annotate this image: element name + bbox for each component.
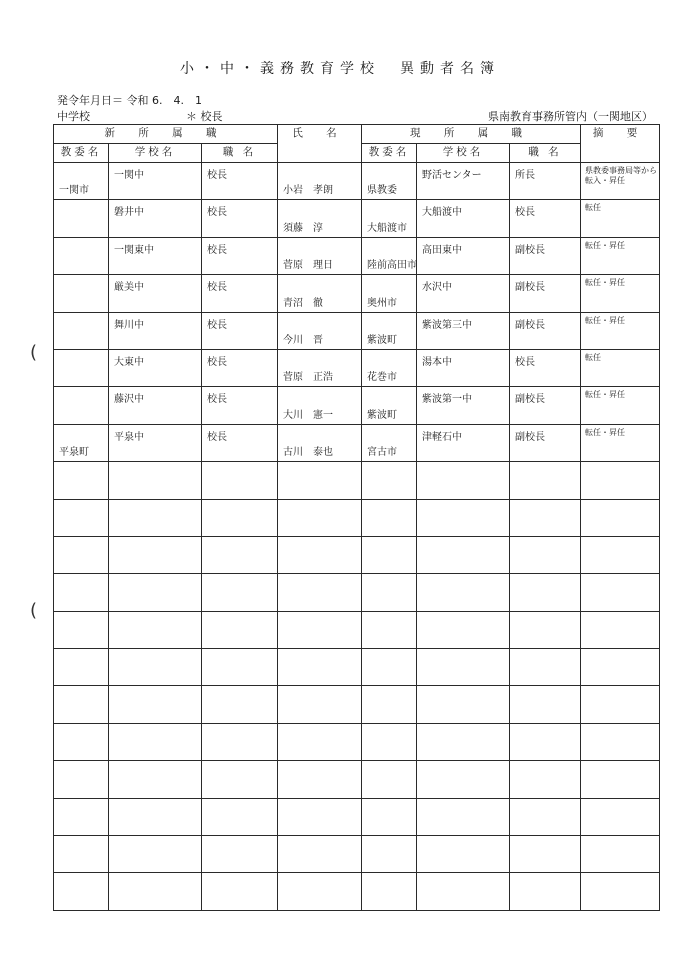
empty-cell (581, 611, 660, 648)
empty-cell (581, 836, 660, 873)
empty-cell (54, 798, 109, 835)
new-board-text: 一関市 (59, 185, 89, 197)
header-new-school: 学校名 (109, 144, 202, 163)
empty-table-row (54, 798, 660, 835)
header-name: 氏 名 (278, 125, 362, 163)
cur-board-text: 宮古市 (367, 447, 398, 459)
empty-cell (109, 649, 202, 686)
cur-position-text: 校長 (515, 356, 536, 368)
table-row (54, 200, 660, 237)
empty-cell (362, 836, 417, 873)
remarks-text: 転任・昇任 (585, 315, 626, 325)
cur-position-cell (510, 200, 581, 237)
empty-cell (278, 649, 362, 686)
new-school-text: 大東中 (114, 356, 144, 368)
empty-cell (202, 761, 278, 798)
cur-board-text: 奥州市 (367, 297, 398, 309)
new-school-cell (109, 275, 202, 312)
document-title: 小・中・義務教育学校 異動者名簿 (180, 61, 500, 77)
table-row (54, 387, 660, 424)
empty-table-row (54, 574, 660, 611)
empty-cell (581, 873, 660, 910)
cur-board-cell (362, 237, 417, 274)
empty-cell (202, 574, 278, 611)
empty-cell (581, 798, 660, 835)
new-school-cell (109, 349, 202, 386)
empty-cell (54, 499, 109, 536)
empty-cell (278, 611, 362, 648)
name-text: 菅原 正浩 (283, 372, 334, 384)
table-row (54, 237, 660, 274)
new-school-text: 厳美中 (114, 282, 144, 294)
empty-table-row (54, 836, 660, 873)
empty-cell (417, 649, 510, 686)
new-board-cell (54, 237, 109, 274)
name-cell (278, 387, 362, 424)
empty-cell (54, 574, 109, 611)
new-board-cell (54, 349, 109, 386)
empty-cell (109, 761, 202, 798)
header-new-position: 職 名 (202, 144, 278, 163)
empty-cell (202, 686, 278, 723)
table-row (54, 312, 660, 349)
cur-position-text: 副校長 (515, 319, 546, 331)
new-position-cell (202, 200, 278, 237)
empty-cell (510, 649, 581, 686)
name-cell (278, 200, 362, 237)
remarks-cell (581, 275, 660, 312)
cur-board-cell (362, 424, 417, 461)
empty-cell (510, 536, 581, 573)
name-text: 小岩 孝朗 (283, 185, 334, 197)
empty-cell (109, 798, 202, 835)
new-school-text: 平泉中 (114, 431, 144, 443)
cur-position-text: 副校長 (515, 244, 546, 256)
name-cell (278, 424, 362, 461)
cur-position-cell (510, 237, 581, 274)
empty-cell (109, 723, 202, 760)
cur-board-cell (362, 312, 417, 349)
cur-position-text: 所長 (515, 170, 536, 181)
cur-board-text: 県教委 (367, 185, 398, 197)
name-cell (278, 349, 362, 386)
empty-cell (202, 649, 278, 686)
new-school-text: 藤沢中 (114, 394, 144, 406)
new-position-cell (202, 349, 278, 386)
cur-school-cell (417, 163, 510, 200)
new-board-cell (54, 200, 109, 237)
empty-cell (581, 649, 660, 686)
empty-cell (278, 723, 362, 760)
remarks-cell (581, 349, 660, 386)
transfer-roster-table (53, 124, 660, 911)
table-row (54, 424, 660, 461)
cur-school-cell (417, 275, 510, 312)
new-board-cell (54, 312, 109, 349)
empty-cell (510, 686, 581, 723)
remarks-cell (581, 424, 660, 461)
new-school-text: 磐井中 (114, 207, 144, 219)
empty-table-row (54, 499, 660, 536)
table-row (54, 275, 660, 312)
cur-school-cell (417, 424, 510, 461)
empty-cell (202, 798, 278, 835)
empty-cell (109, 499, 202, 536)
empty-cell (362, 723, 417, 760)
cur-school-cell (417, 312, 510, 349)
empty-cell (581, 536, 660, 573)
name-cell (278, 163, 362, 200)
cur-school-cell (417, 237, 510, 274)
empty-cell (417, 836, 510, 873)
remarks-text: 転任 (585, 203, 602, 213)
empty-cell (417, 723, 510, 760)
new-position-cell (202, 275, 278, 312)
empty-table-row (54, 686, 660, 723)
empty-cell (362, 686, 417, 723)
new-school-text: 一関東中 (114, 244, 154, 256)
empty-cell (109, 836, 202, 873)
empty-cell (109, 611, 202, 648)
cur-school-cell (417, 200, 510, 237)
cur-school-text: 高田東中 (422, 244, 463, 256)
remarks-cell (581, 200, 660, 237)
remarks-text: 県教委事務局等から転入・昇任 (585, 166, 658, 185)
empty-cell (417, 536, 510, 573)
cur-school-text: 湯本中 (422, 356, 453, 368)
empty-cell (417, 462, 510, 499)
empty-cell (417, 798, 510, 835)
empty-cell (54, 536, 109, 573)
district-label: 県南教育事務所管内（一関地区） (488, 110, 653, 123)
empty-cell (54, 649, 109, 686)
empty-cell (581, 686, 660, 723)
empty-cell (278, 761, 362, 798)
empty-cell (278, 574, 362, 611)
binding-hole-mark-bottom: ( (30, 600, 38, 621)
empty-cell (109, 686, 202, 723)
empty-table-row (54, 761, 660, 798)
empty-cell (202, 611, 278, 648)
empty-cell (581, 462, 660, 499)
empty-cell (278, 836, 362, 873)
name-text: 菅原 理日 (283, 260, 334, 272)
new-school-cell (109, 387, 202, 424)
remarks-cell (581, 237, 660, 274)
new-position-text: 校長 (207, 207, 227, 219)
new-school-cell (109, 237, 202, 274)
remarks-text: 転任・昇任 (585, 390, 626, 400)
name-text: 大川 憲一 (283, 409, 334, 421)
table-row (54, 349, 660, 386)
cur-position-cell (510, 275, 581, 312)
empty-cell (362, 873, 417, 910)
new-board-cell (54, 424, 109, 461)
empty-cell (510, 798, 581, 835)
cur-board-cell (362, 387, 417, 424)
header-new-affiliation: 新 所 属 職 (54, 125, 278, 144)
binding-hole-mark-top: ( (30, 342, 38, 363)
issue-date-line (57, 92, 202, 108)
header-remarks: 摘 要 (581, 125, 660, 163)
empty-cell (581, 499, 660, 536)
new-position-text: 校長 (207, 282, 227, 294)
cur-board-text: 紫波町 (367, 334, 398, 346)
name-cell (278, 237, 362, 274)
header-cur-board: 教委名 (362, 144, 417, 163)
empty-table-row (54, 462, 660, 499)
cur-position-cell (510, 387, 581, 424)
cur-school-text: 水沢中 (422, 282, 453, 294)
empty-cell (417, 761, 510, 798)
cur-board-text: 花巻市 (367, 372, 398, 384)
empty-cell (510, 462, 581, 499)
name-cell (278, 275, 362, 312)
empty-cell (278, 462, 362, 499)
new-position-cell (202, 312, 278, 349)
new-position-text: 校長 (207, 356, 227, 368)
cur-school-cell (417, 387, 510, 424)
new-board-cell (54, 387, 109, 424)
roster-body (54, 163, 660, 911)
empty-cell (417, 686, 510, 723)
empty-cell (278, 686, 362, 723)
empty-cell (581, 761, 660, 798)
school-type: 中学校 (57, 110, 90, 123)
remarks-text: 転任・昇任 (585, 240, 626, 250)
empty-table-row (54, 611, 660, 648)
new-school-cell (109, 424, 202, 461)
empty-cell (510, 499, 581, 536)
empty-cell (581, 723, 660, 760)
empty-cell (362, 649, 417, 686)
cur-board-cell (362, 275, 417, 312)
new-position-text: 校長 (207, 431, 227, 443)
cur-position-cell (510, 163, 581, 200)
new-position-text: 校長 (207, 244, 227, 256)
empty-cell (109, 574, 202, 611)
empty-cell (417, 499, 510, 536)
empty-cell (362, 574, 417, 611)
cur-school-text: 紫波第一中 (422, 394, 473, 406)
issue-date-label: 発令年月日＝ (57, 94, 123, 107)
new-position-cell (202, 424, 278, 461)
new-position-cell (202, 163, 278, 200)
empty-cell (54, 462, 109, 499)
new-board-cell (54, 275, 109, 312)
empty-cell (510, 574, 581, 611)
new-position-text: 校長 (207, 394, 227, 406)
cur-board-text: 紫波町 (367, 409, 398, 421)
cur-position-text: 副校長 (515, 431, 546, 443)
new-school-cell (109, 200, 202, 237)
empty-cell (202, 536, 278, 573)
cur-board-text: 大船渡市 (367, 222, 408, 234)
new-board-cell (54, 163, 109, 200)
empty-cell (202, 499, 278, 536)
new-position-text: 校長 (207, 319, 227, 331)
name-cell (278, 312, 362, 349)
empty-cell (54, 761, 109, 798)
new-school-text: 舞川中 (114, 319, 144, 331)
name-text: 青沼 徹 (283, 297, 324, 309)
remarks-cell (581, 312, 660, 349)
header-new-board: 教委名 (54, 144, 109, 163)
empty-cell (202, 873, 278, 910)
header-cur-position: 職 名 (510, 144, 581, 163)
new-school-text: 一関中 (114, 170, 144, 181)
cur-board-cell (362, 163, 417, 200)
cur-position-cell (510, 312, 581, 349)
empty-cell (54, 686, 109, 723)
empty-cell (362, 798, 417, 835)
empty-cell (417, 873, 510, 910)
new-position-cell (202, 237, 278, 274)
empty-table-row (54, 649, 660, 686)
cur-board-cell (362, 349, 417, 386)
empty-cell (278, 536, 362, 573)
empty-cell (510, 723, 581, 760)
empty-cell (109, 462, 202, 499)
empty-table-row (54, 723, 660, 760)
empty-cell (54, 611, 109, 648)
name-text: 今川 晋 (283, 334, 324, 346)
empty-cell (54, 836, 109, 873)
empty-table-row (54, 536, 660, 573)
empty-cell (109, 873, 202, 910)
empty-cell (510, 611, 581, 648)
header-cur-school: 学校名 (417, 144, 510, 163)
empty-cell (510, 836, 581, 873)
new-school-cell (109, 312, 202, 349)
empty-cell (109, 536, 202, 573)
cur-board-text: 陸前高田市 (367, 260, 418, 272)
empty-cell (278, 499, 362, 536)
cur-school-text: 津軽石中 (422, 431, 463, 443)
new-school-cell (109, 163, 202, 200)
empty-cell (202, 462, 278, 499)
empty-cell (510, 761, 581, 798)
name-text: 古川 泰也 (283, 447, 334, 459)
empty-cell (417, 574, 510, 611)
empty-cell (362, 611, 417, 648)
cur-school-cell (417, 349, 510, 386)
header-current-affiliation: 現 所 属 職 (362, 125, 581, 144)
position-marker: ＊ 校長 (186, 110, 223, 123)
cur-position-cell (510, 424, 581, 461)
cur-school-text: 野活センター (422, 170, 482, 181)
empty-cell (362, 536, 417, 573)
empty-cell (202, 723, 278, 760)
issue-date: 令和 6. 4. 1 (126, 94, 202, 107)
cur-school-text: 大船渡中 (422, 207, 463, 219)
remarks-text: 転任 (585, 352, 602, 362)
remarks-text: 転任・昇任 (585, 278, 626, 288)
empty-cell (202, 836, 278, 873)
remarks-cell (581, 387, 660, 424)
remarks-text: 転任・昇任 (585, 427, 626, 437)
empty-cell (417, 611, 510, 648)
empty-cell (510, 873, 581, 910)
empty-table-row (54, 873, 660, 910)
remarks-cell (581, 163, 660, 200)
empty-cell (362, 499, 417, 536)
empty-cell (581, 574, 660, 611)
name-text: 須藤 淳 (283, 222, 324, 234)
new-position-cell (202, 387, 278, 424)
cur-position-text: 副校長 (515, 282, 546, 294)
empty-cell (278, 873, 362, 910)
cur-position-cell (510, 349, 581, 386)
empty-cell (54, 723, 109, 760)
cur-position-text: 校長 (515, 207, 536, 219)
empty-cell (362, 462, 417, 499)
new-board-text: 平泉町 (59, 447, 89, 459)
cur-position-text: 副校長 (515, 394, 546, 406)
new-position-text: 校長 (207, 170, 227, 181)
cur-board-cell (362, 200, 417, 237)
empty-cell (362, 761, 417, 798)
table-row (54, 163, 660, 200)
empty-cell (278, 798, 362, 835)
cur-school-text: 紫波第三中 (422, 319, 473, 331)
empty-cell (54, 873, 109, 910)
